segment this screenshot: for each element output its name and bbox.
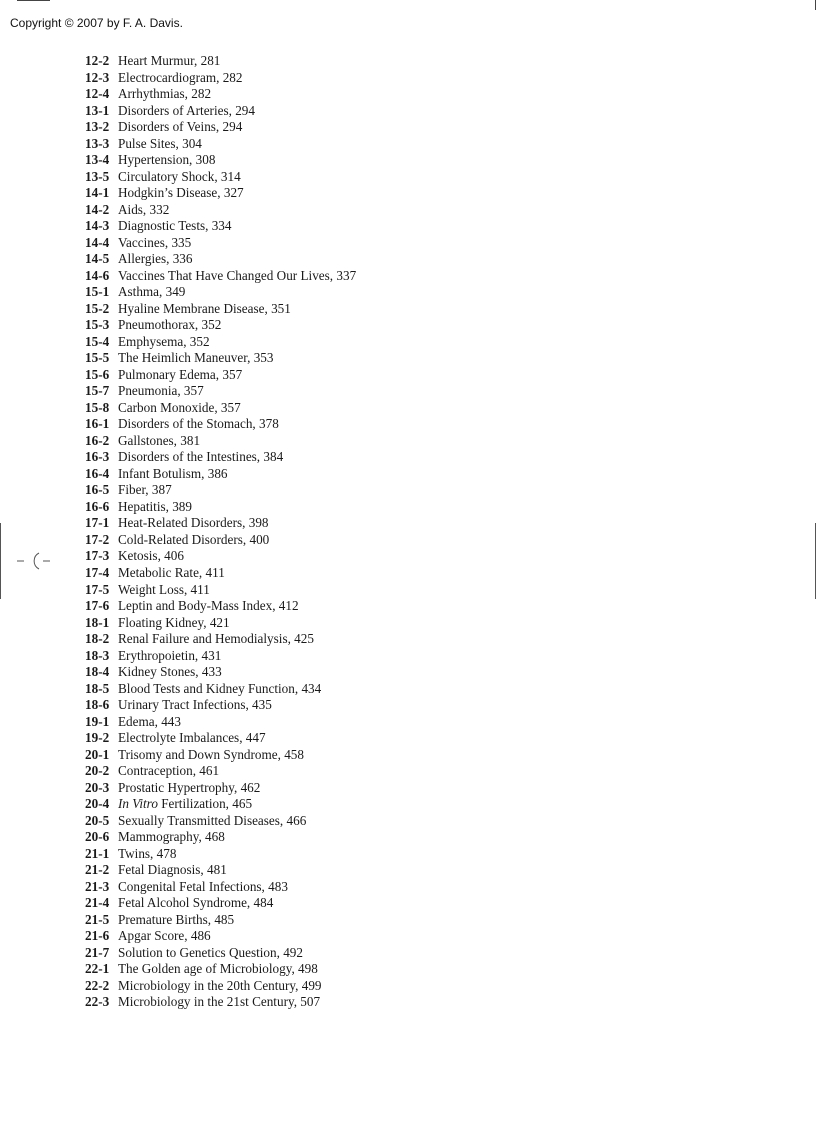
entry-title: Mammography, 468 [118,829,225,845]
list-item [85,928,356,945]
entry-title: Cold-Related Disorders, 400 [118,531,270,547]
entry-title: Hepatitis, 389 [118,498,192,514]
list-item [85,202,356,219]
entry-title: Pneumonia, 357 [118,383,204,399]
entry-title: Carbon Monoxide, 357 [118,399,241,415]
list-item [85,433,356,450]
list-item [85,235,356,252]
list-item [85,763,356,780]
list-item [85,598,356,615]
entry-title: Disorders of the Intestines, 384 [118,449,284,465]
list-item [85,681,356,698]
entry-number: 16-5 [85,482,110,498]
entry-title: Disorders of Arteries, 294 [118,102,255,118]
list-item [85,119,356,136]
entry-number: 17-4 [85,564,110,580]
entry-title: Apgar Score, 486 [118,928,211,944]
entry-title: Electrocardiogram, 282 [118,69,243,85]
list-item [85,86,356,103]
entry-number: 16-3 [85,449,110,465]
entry-number: 15-5 [85,350,110,366]
entry-title-italic: In Vitro [118,796,158,812]
list-item [85,796,356,813]
top-crop-rule [17,0,50,1]
entry-title: The Heimlich Maneuver, 353 [118,350,274,366]
list-item [85,136,356,153]
list-item [85,565,356,582]
list-item [85,615,356,632]
entry-number: 16-4 [85,465,110,481]
entry-number: 17-2 [85,531,110,547]
entry-number: 18-1 [85,614,110,630]
list-item [85,813,356,830]
entry-title: Fertilization, 465 [157,796,253,812]
list-item [85,350,356,367]
entry-number: 17-3 [85,548,110,564]
entry-title: Urinary Tract Infections, 435 [118,697,272,713]
list-item [85,169,356,186]
entry-title: Electrolyte Imbalances, 447 [118,730,266,746]
list-item [85,251,356,268]
list-item [85,730,356,747]
entry-number: 13-3 [85,135,110,151]
entry-title: Disorders of Veins, 294 [118,119,243,135]
list-item [85,218,356,235]
entry-number: 14-6 [85,267,110,283]
entry-number: 22-1 [85,961,110,977]
entry-number: 21-5 [85,911,110,927]
entry-title: Infant Botulism, 386 [118,465,228,481]
entry-number: 12-3 [85,69,110,85]
entry-title: Sexually Transmitted Diseases, 466 [118,812,307,828]
entry-number: 15-3 [85,317,110,333]
entry-title: Heat-Related Disorders, 398 [118,515,269,531]
list-item [85,846,356,863]
entry-number: 12-2 [85,53,110,68]
entry-title: Heart Murmur, 281 [118,53,221,68]
list-item [85,53,356,70]
entry-number: 17-1 [85,515,110,531]
entry-title: Hypertension, 308 [118,152,216,168]
list-item [85,994,356,1011]
list-item [85,466,356,483]
list-item [85,103,356,120]
list-item [85,70,356,87]
entry-number: 21-2 [85,862,110,878]
entry-number: 19-2 [85,730,110,746]
entry-title: Contraception, 461 [118,763,220,779]
entry-number: 21-6 [85,928,110,944]
list-item [85,416,356,433]
entry-title: Microbiology in the 20th Century, 499 [118,977,322,993]
entry-title: Erythropoietin, 431 [118,647,222,663]
list-item [85,152,356,169]
list-item [85,301,356,318]
entry-number: 20-6 [85,829,110,845]
entry-title: Leptin and Body-Mass Index, 412 [118,598,299,614]
entry-number: 18-3 [85,647,110,663]
entry-title: Emphysema, 352 [118,333,210,349]
entry-number: 20-4 [85,796,110,812]
entry-number: 15-6 [85,366,110,382]
list-item [85,185,356,202]
entry-title: Metabolic Rate, 411 [118,564,225,580]
list-item [85,482,356,499]
list-item [85,961,356,978]
entry-title: Weight Loss, 411 [118,581,210,597]
entry-number: 18-6 [85,697,110,713]
entry-number: 14-2 [85,201,110,217]
list-item [85,515,356,532]
entry-title: Fetal Alcohol Syndrome, 484 [118,895,274,911]
entry-number: 21-1 [85,845,110,861]
entry-title: Aids, 332 [118,201,170,217]
entry-number: 21-4 [85,895,110,911]
entry-number: 13-5 [85,168,110,184]
entry-number: 14-5 [85,251,110,267]
list-item [85,714,356,731]
entry-number: 22-3 [85,994,110,1010]
entry-number: 15-7 [85,383,110,399]
entry-number: 15-1 [85,284,110,300]
entry-title: Vaccines, 335 [118,234,192,250]
entry-title: Vaccines That Have Changed Our Lives, 337 [118,267,357,283]
entry-title: Microbiology in the 21st Century, 507 [118,994,321,1010]
left-binding-rule [0,523,1,599]
box-list [85,53,356,1011]
entry-number: 15-2 [85,300,110,316]
list-item [85,879,356,896]
entry-title: Diagnostic Tests, 334 [118,218,232,234]
list-item [85,532,356,549]
entry-number: 18-4 [85,664,110,680]
entry-title: Floating Kidney, 421 [118,614,230,630]
entry-number: 20-1 [85,746,110,762]
list-item [85,747,356,764]
entry-number: 13-2 [85,119,110,135]
list-item [85,664,356,681]
entry-title: Arrhythmias, 282 [118,86,212,102]
entry-number: 21-3 [85,878,110,894]
entry-title: Ketosis, 406 [118,548,184,564]
entry-title: Edema, 443 [118,713,181,729]
entry-number: 16-1 [85,416,110,432]
list-item [85,548,356,565]
list-item [85,978,356,995]
entry-title: Pulmonary Edema, 357 [118,366,243,382]
entry-number: 13-1 [85,102,110,118]
list-item [85,449,356,466]
list-item [85,829,356,846]
entry-title: Twins, 478 [118,845,177,861]
entry-number: 20-2 [85,763,110,779]
list-item [85,697,356,714]
entry-number: 18-2 [85,631,110,647]
entry-title: Pneumothorax, 352 [118,317,222,333]
entry-title: Hyaline Membrane Disease, 351 [118,300,291,316]
list-item [85,334,356,351]
entry-title: Congenital Fetal Infections, 483 [118,878,288,894]
entry-title: Pulse Sites, 304 [118,135,202,151]
entry-title: Premature Births, 485 [118,911,235,927]
list-item [85,499,356,516]
entry-number: 13-4 [85,152,110,168]
entry-title: Blood Tests and Kidney Function, 434 [118,680,322,696]
entry-title: Fiber, 387 [118,482,172,498]
list-item [85,317,356,334]
list-item [85,862,356,879]
entry-number: 22-2 [85,977,110,993]
entry-title: Allergies, 336 [118,251,193,267]
list-item [85,912,356,929]
entry-number: 14-4 [85,234,110,250]
entry-number: 17-5 [85,581,110,597]
copyright-notice: Copyright © 2007 by F. A. Davis. [10,16,183,30]
entry-number: 20-3 [85,779,110,795]
entry-number: 16-6 [85,498,110,514]
registration-mark-icon [15,549,55,573]
list-item [85,648,356,665]
entry-title: Circulatory Shock, 314 [118,168,241,184]
entry-number: 16-2 [85,432,110,448]
entry-title: Asthma, 349 [118,284,186,300]
list-item [85,367,356,384]
list-item [85,582,356,599]
entry-title: Hodgkin’s Disease, 327 [118,185,244,201]
entry-title: The Golden age of Microbiology, 498 [118,961,318,977]
entry-title: Solution to Genetics Question, 492 [118,944,303,960]
entry-number: 15-8 [85,399,110,415]
entry-title: Disorders of the Stomach, 378 [118,416,279,432]
entry-title: Trisomy and Down Syndrome, 458 [118,746,304,762]
entry-title: Gallstones, 381 [118,432,201,448]
list-item [85,780,356,797]
entry-title: Kidney Stones, 433 [118,664,222,680]
list-item [85,383,356,400]
entry-number: 14-3 [85,218,110,234]
entry-number: 14-1 [85,185,110,201]
entry-number: 21-7 [85,944,110,960]
entry-title: Renal Failure and Hemodialysis, 425 [118,631,314,647]
entry-title: Fetal Diagnosis, 481 [118,862,227,878]
list-item [85,631,356,648]
entry-number: 20-5 [85,812,110,828]
list-item [85,945,356,962]
list-item [85,284,356,301]
entry-number: 19-1 [85,713,110,729]
entry-number: 18-5 [85,680,110,696]
list-item [85,895,356,912]
entry-number: 15-4 [85,333,110,349]
list-item [85,400,356,417]
entry-number: 12-4 [85,86,110,102]
list-item [85,268,356,285]
entry-number: 17-6 [85,598,110,614]
entry-title: Prostatic Hypertrophy, 462 [118,779,261,795]
